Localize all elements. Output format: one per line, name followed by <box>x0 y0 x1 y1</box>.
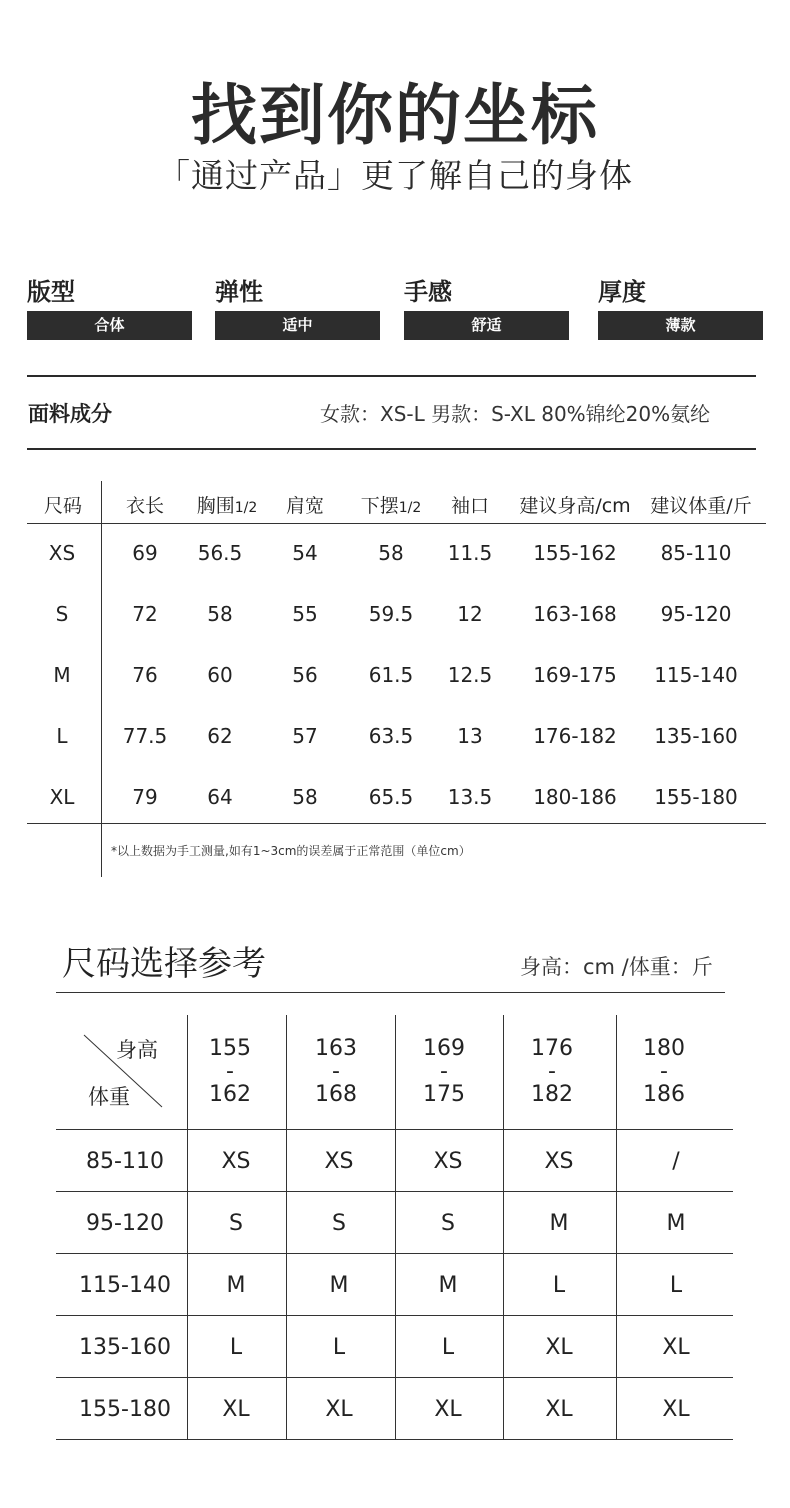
table-cell: 77.5 <box>122 724 168 748</box>
table-cell: 61.5 <box>368 663 414 687</box>
size-label: XL <box>49 785 75 809</box>
table-cell: 13 <box>457 724 483 748</box>
recommended-size: L <box>441 1335 455 1360</box>
table-header: 衣长 <box>125 495 164 517</box>
height-range-dash: - <box>226 1059 234 1084</box>
recommended-size: M <box>226 1273 246 1298</box>
height-range-dash: - <box>440 1059 448 1084</box>
table-rule <box>27 823 766 824</box>
grid-line <box>56 1439 733 1440</box>
table-cell: 11.5 <box>447 541 493 565</box>
attr-label-thickness: 厚度 <box>598 278 646 306</box>
table-cell: 13.5 <box>447 785 493 809</box>
table-cell: 57 <box>292 724 318 748</box>
recommended-size: XL <box>662 1335 690 1360</box>
table-cell: 95-120 <box>660 602 732 626</box>
weight-range-label: 135-160 <box>79 1335 171 1360</box>
table-cell: 115-140 <box>654 663 738 687</box>
height-range-to: 168 <box>315 1082 357 1107</box>
table-cell: 79 <box>132 785 158 809</box>
recommended-size: M <box>329 1273 349 1298</box>
table-cell: 64 <box>207 785 233 809</box>
height-range-from: 176 <box>531 1036 573 1061</box>
recommended-size: L <box>669 1273 683 1298</box>
table-cell: 56.5 <box>197 541 243 565</box>
table-cell: 155-162 <box>533 541 617 565</box>
height-range-from: 180 <box>643 1036 685 1061</box>
recommended-size: S <box>441 1211 455 1236</box>
recommended-size: XL <box>434 1397 462 1422</box>
height-range-header <box>185 1037 275 1106</box>
weight-range-label: 85-110 <box>86 1149 164 1174</box>
weight-range-label: 115-140 <box>79 1273 171 1298</box>
table-cell: 65.5 <box>368 785 414 809</box>
size-label: M <box>53 663 71 687</box>
recommended-size: XS <box>544 1149 574 1174</box>
fabric-label: 面料成分 <box>28 402 112 426</box>
divider <box>27 448 756 450</box>
recommended-size: S <box>229 1211 243 1236</box>
height-range-header <box>507 1037 597 1106</box>
height-range-to: 175 <box>423 1082 465 1107</box>
height-range-from: 163 <box>315 1036 357 1061</box>
table-cell: 60 <box>207 663 233 687</box>
height-range-to: 182 <box>531 1082 573 1107</box>
recommended-size: XS <box>221 1149 251 1174</box>
table-cell: 62 <box>207 724 233 748</box>
attr-label-elasticity: 弹性 <box>215 278 263 306</box>
section-title: 尺码选择参考 <box>62 944 266 984</box>
table-cell: 12.5 <box>447 663 493 687</box>
table-header: 尺码 <box>43 495 82 517</box>
recommended-size: XS <box>433 1149 463 1174</box>
table-header: 建议体重/斤 <box>650 495 752 517</box>
grid-line <box>56 1191 733 1192</box>
recommended-size: M <box>549 1211 569 1236</box>
recommended-size: XL <box>325 1397 353 1422</box>
size-label: L <box>56 724 68 748</box>
table-note: *以上数据为手工测量,如有1~3cm的误差属于正常范围（单位cm） <box>111 844 471 858</box>
recommended-size: XL <box>222 1397 250 1422</box>
table-cell: 176-182 <box>533 724 617 748</box>
size-label: S <box>55 602 69 626</box>
table-cell: 76 <box>132 663 158 687</box>
recommended-size: M <box>666 1211 686 1236</box>
table-cell: 63.5 <box>368 724 414 748</box>
recommended-size: XL <box>545 1397 573 1422</box>
table-cell: 58 <box>378 541 404 565</box>
table-cell: 85-110 <box>660 541 732 565</box>
height-range-header <box>291 1037 381 1106</box>
table-cell: 55 <box>292 602 318 626</box>
height-range-to: 186 <box>643 1082 685 1107</box>
grid-line <box>56 1315 733 1316</box>
recommended-size: L <box>332 1335 346 1360</box>
height-range-from: 169 <box>423 1036 465 1061</box>
grid-line <box>56 1377 733 1378</box>
table-cell: 180-186 <box>533 785 617 809</box>
recommended-size: M <box>438 1273 458 1298</box>
page-subtitle: 「通过产品」更了解自己的身体 <box>157 156 633 195</box>
table-cell: 54 <box>292 541 318 565</box>
height-range-from: 155 <box>209 1036 251 1061</box>
table-header: 胸围1/2 <box>196 495 258 517</box>
height-range-header <box>399 1037 489 1106</box>
table-cell: 59.5 <box>368 602 414 626</box>
table-cell: 169-175 <box>533 663 617 687</box>
page-title: 找到你的坐标 <box>191 77 599 154</box>
table-cell: 58 <box>292 785 318 809</box>
recommended-size: S <box>332 1211 346 1236</box>
weight-range-label: 95-120 <box>86 1211 164 1236</box>
recommended-size: XL <box>662 1397 690 1422</box>
table-cell: 69 <box>132 541 158 565</box>
table-rule <box>27 523 766 524</box>
height-range-dash: - <box>548 1059 556 1084</box>
weight-range-label: 155-180 <box>79 1397 171 1422</box>
height-range-dash: - <box>660 1059 668 1084</box>
attr-value-thickness: 薄款 <box>598 311 763 340</box>
table-cell: 58 <box>207 602 233 626</box>
fabric-text: 女款：XS-L 男款：S-XL 80%锦纶20%氨纶 <box>320 402 711 426</box>
table-header: 肩宽 <box>285 495 324 517</box>
attr-value-elasticity: 适中 <box>215 311 380 340</box>
table-cell: 72 <box>132 602 158 626</box>
table-cell: 163-168 <box>533 602 617 626</box>
grid-line <box>56 1129 733 1130</box>
table-cell: 155-180 <box>654 785 738 809</box>
table-cell: 12 <box>457 602 483 626</box>
recommended-size: L <box>229 1335 243 1360</box>
attr-value-hand-feel: 舒适 <box>404 311 569 340</box>
size-label: XS <box>48 541 76 565</box>
recommended-size: XL <box>545 1335 573 1360</box>
corner-weight-label: 体重 <box>88 1085 130 1109</box>
units-label: 身高：cm /体重：斤 <box>520 955 713 979</box>
table-cell: 135-160 <box>654 724 738 748</box>
grid-line <box>56 1253 733 1254</box>
table-header: 下摆1/2 <box>360 495 422 517</box>
recommended-size: L <box>552 1273 566 1298</box>
height-range-header <box>619 1037 709 1106</box>
recommended-size: / <box>672 1149 680 1174</box>
recommended-size: XS <box>324 1149 354 1174</box>
attr-value-fit: 合体 <box>27 311 192 340</box>
corner-height-label: 身高 <box>116 1038 158 1062</box>
table-header: 建议身高/cm <box>519 495 631 517</box>
height-range-dash: - <box>332 1059 340 1084</box>
table-cell: 56 <box>292 663 318 687</box>
divider <box>56 992 725 993</box>
height-range-to: 162 <box>209 1082 251 1107</box>
attr-label-hand-feel: 手感 <box>404 278 452 306</box>
table-header: 袖口 <box>450 495 489 517</box>
divider <box>27 375 756 377</box>
attr-label-fit: 版型 <box>27 278 75 306</box>
